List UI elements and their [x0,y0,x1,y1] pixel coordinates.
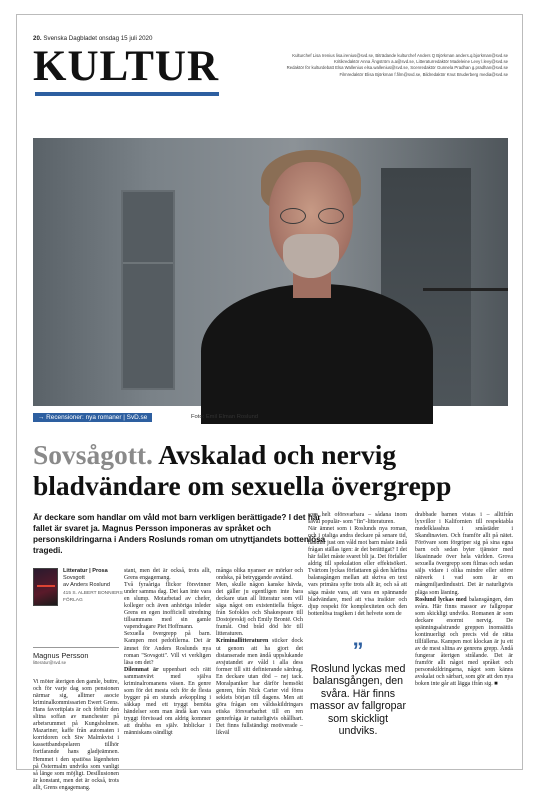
body-paragraph: Kriminallitteraturen sticker dock ut genom att ha gjort det distanserade men ändå uppslukande avsjutandet av våld i alla dess former till sitt definierande särdrag. En deckare utan död – nej tack. Moralpaniker har därför hemsökt genren, från Nick Carter vid förra seklets början till dagens. Men att göra frågan om våldsskildringars etiska försvarbarhet till en ren genrefråga är naturligtvis ohållbart. Det finns fullständigt motiverade – likväl [216,638,303,737]
photo-glasses [280,208,344,224]
fact-box [33,568,123,640]
editors-line: Kritikredaktör Anna Ångström a.a@svd.se, Litteraturredaktör Madeleine Levy l.levy@svd.se [334,59,508,65]
body-paragraph: Dilemmat är uppenbart och rätt sammanvävt med själva kriminalromanens väsen. En genre som för det mesta och för de flesta bygger på en stunds avkoppling i säkkap med ett tryggt bemöta händelser som man ändå kan vara tryggt förvissad om aldrig kommer att drabba en själv. Inblickar i människans oändligt [124,666,211,737]
section-title: KULTUR [33,43,220,90]
page-header-line [33,35,152,42]
article-headline [33,439,513,501]
editors-line: Kulturchef Lisa Irenius lisa.irenius@svd.se, Biträdande kulturchef Anders Q Björkman anders.q.bjorkman@svd.se [292,53,508,58]
byline [33,651,119,665]
body-paragraph: drabbade barnen vistas i – alltifrån lyxvillor i Kalifornien till respektabla medelklasshus i småstäder i Skandinavien. Och framför allt på nätet. Förövare som förgriper sig på sina egna barn och sedan byter tjänster med likasinnade över hela världen. Grova sexuella övergrepp som filmas och sedan säljs vidare i olika mindre eller större nätverk i vad som är en mångmiljardindustri. Det är naturligtvis pläga som läsning. [415,512,513,596]
body-column-1 [33,679,119,791]
paper-date: Svenska Dagbladet onsdag 15 juli 2020 [43,35,153,42]
category-link[interactable]: → Recensioner: nya romaner | SvD.se [33,413,152,422]
body-paragraph: Roslund lyckas med balansgången, den svåra. Här finns massor av fallgropar som skickligt undviks. Romanen är som deckare enormt nervig. De spänningsalstrande greppen inomsättis kontinuerligt och precis vid de rätta tillfällena. Kampen mot klockan är ju ett av de mest slitna av genrens grepp. Ändå fungerar återigen strålande. Det är framför allt något med språket och personskildringarna, något som känns avskalat och särbart, som gör att den nya boken inte går att lägga ifrån sig. ■ [415,596,513,688]
photo-caption: Anders Roslund (född 1961) har tilldelats flera priser, bland annat International Dagger för bästa europeiska krim och Glasnyckeln för bästa nordiska krim. Hans böcker ges ut på 30 språk. [434,460,519,510]
quote-mark-icon: ” [352,638,364,663]
byline-name: Magnus Persson [33,651,89,660]
editors-line: Filmredaktör Elisa Björkman f.film@svd.se, Bildredaktör Knut Bruderberg media@svd.se [339,71,508,77]
paragraph-lead: Dilemmat är [124,666,159,673]
byline-divider [33,647,119,648]
section-title-underline [35,92,219,96]
headline-kicker: Sovsågott. [33,439,153,470]
fact-box-text [63,568,125,604]
photo-shirt [201,284,433,424]
byline-email[interactable]: litteratur@svd.se [33,660,67,665]
body-column-5 [415,512,513,777]
body-paragraph: Vi möter återigen den gamle, buttre, och för varje dag som pensionen närmar sig, alltmer asocie kriminalkommissarien Ewert Grens. Hans favoritplats är och förblir den slitna soffan av manchester på arbetsrummet på Kungsholmen. Mazariner, kaffe från automaten i korridoren och Siw Malmkvist i kassettbandspelaren tillhör fortfarande hans gladjeämnen. Hemmet i den spatiösa lägenheten på Östermalm undviks som vanligt så länge som möjligt. Desillusionen är konstant, men det är också, trots allt, Grens engagemang. [33,679,119,791]
page-number: 20. [33,35,42,42]
fact-box-title: Sovsgott [63,575,85,582]
pull-quote [309,638,407,738]
photo-window [121,190,175,390]
headline-text: Avskalad och nervig bladvändare om sexuella övergrepp [33,439,452,501]
body-paragraph: som helt oförsvarbara – sådana inom såväl populär- som "fin"-litteraturen. [308,512,407,526]
book-cover-image [33,568,58,606]
editors-line: Redaktör för kulturdebatt Elsa Wallenius elsa.wallenius@svd.se, Scenredaktör Gunnela Pradhan g.pradhan@svd.se [286,65,508,71]
fact-box-label: Litteratur | Prosa [63,568,108,574]
photo-credit: Foto: Emil Elman Roslund [191,414,259,420]
paragraph-lead: Roslund lyckas med [415,596,467,603]
body-paragraph: Sexuella övergrepp på barn. Kampen mot pedofilerna. Det är ämnet för Anders Roslunds nya roman "Sovsgott". Vill vi verkligen läsa om det? [124,631,211,666]
body-paragraph: stant, men det är också, trots allt, Grens engagemang. [124,568,211,582]
body-column-4 [308,512,407,634]
fact-box-publisher: 415 S. ALBERT BONNIERS FÖRLAG [63,590,123,603]
body-paragraph: många olika nyanser av mörker och ondska, på betryggande avstånd. [216,568,303,582]
photo-railing [423,288,508,291]
body-column-2 [124,568,211,777]
article-ingress: Är deckare som handlar om våld mot barn verkligen berättigade? I det här fallet är svaret ja. Magnus Persson imponeras av språket och personskildringarna i Anders Roslunds roman om utnyttjandets bottenlösa tragedi. [33,513,326,555]
body-paragraph: När ämnet som i Roslunds nya roman, och i otaliga andra deckare på senare tid, handlar just om våld mot barn måste ändå frågan ställas igen: är det berättigat? I det här fallet måste svaret bli ja. Det förfaller aldrig till spekulation eller effektsökeri. Tvärtom lyckas författaren gå den hårfina balansgången mellan att skriva en text vars primära syfte trots allt är, och så att säga måste vara, att vara en spännande bladvändare, med att visa insikter och djup respekt för komplexiteten och den bottenlösa tragiken i det helvete som de [308,526,407,617]
photo-beard [283,234,339,278]
body-paragraph: Men, skulle någon kanske hävda, det gäller ju egentligen inte bara deckare utan all litteratur som vill säga något om existentiella frågor. från Sofokles och Shakespeare till Dostojevskij och Emily Brontë. Och framåt. Ond bråd död hör till litteraturen. [216,582,303,638]
body-column-3 [216,568,303,777]
paragraph-lead: Kriminallitteraturen [216,638,269,645]
body-paragraph: Två fyraåriga flickor försvinner under samma dag. Det kan inte vara en slump. Motarbetad av chefer, kolleger och även anhöriga inleder Grens en egen inofficiell utredning tillsammans med sin gamle vapendragare Piet Hoffmann. [124,582,211,631]
editors-list [240,53,508,78]
newspaper-page [16,14,523,791]
fact-box-author: av Anders Roslund [63,582,110,589]
pull-quote-text: Roslund lyckas med balansgången, den svåra. Här finns massor av fallgropar som skickligt undviks. [310,663,406,738]
